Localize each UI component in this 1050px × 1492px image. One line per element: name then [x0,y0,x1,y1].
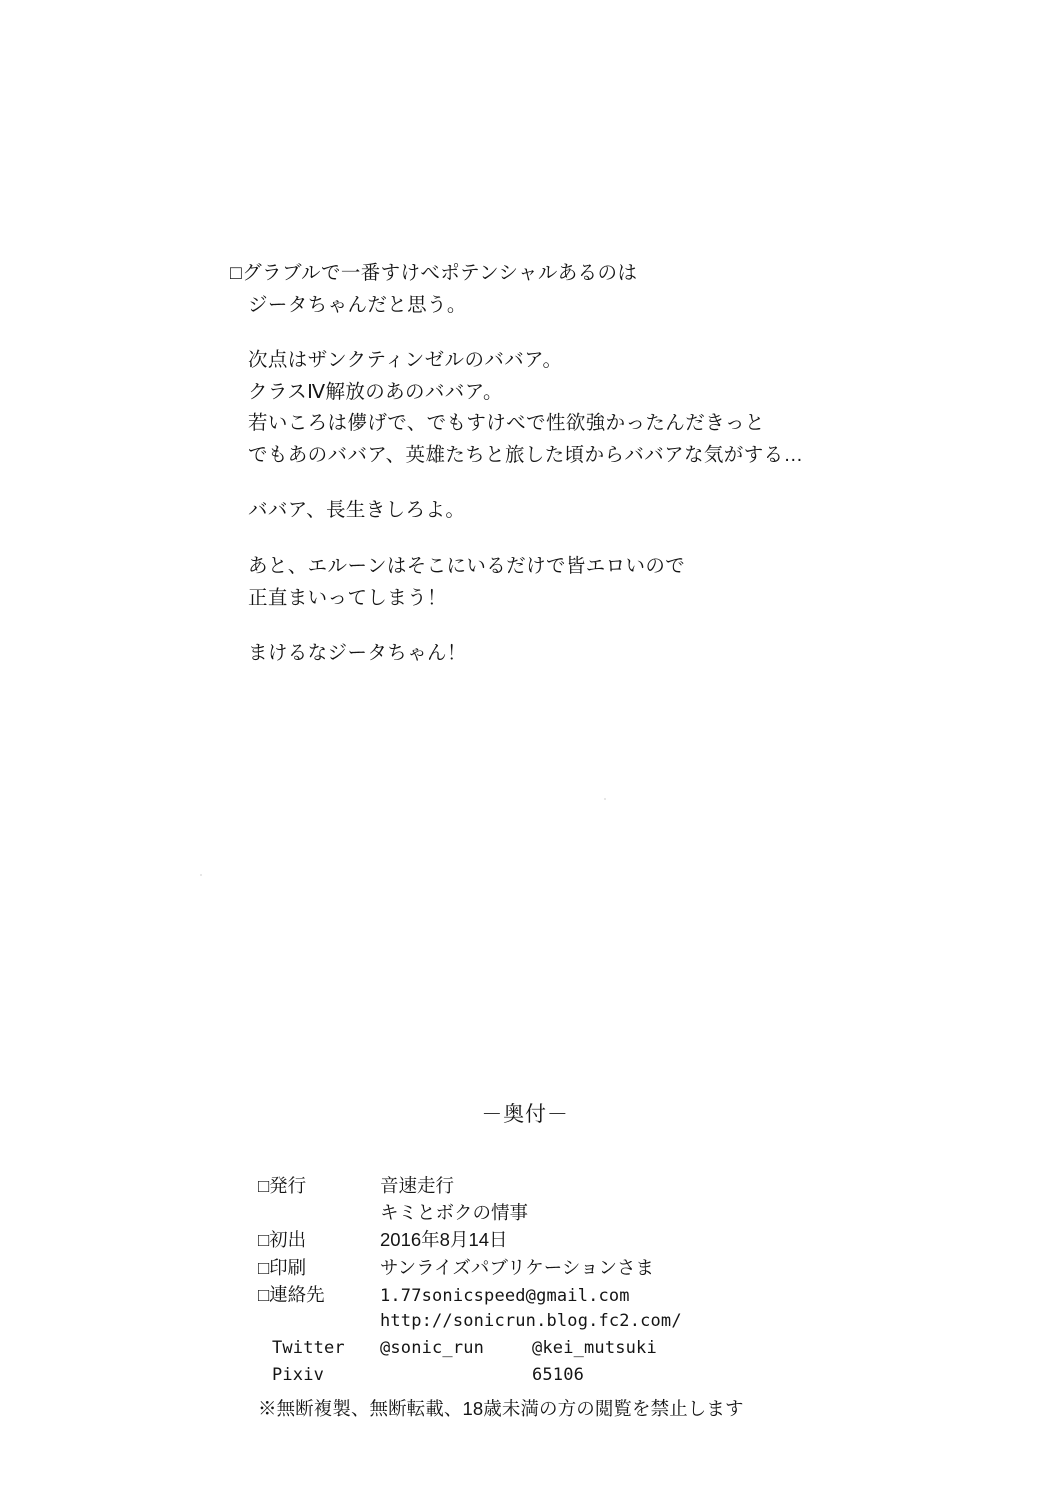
twitter-handle-secondary[interactable]: @kei_mutsuki [532,1337,657,1358]
colophon-label: □連絡先 [258,1283,325,1305]
contact-blog-url[interactable]: http://sonicrun.blog.fc2.com/ [380,1310,682,1331]
social-row-pixiv [258,1363,818,1388]
afterword-line: 次点はザンクティンゼルのババア。 [248,349,563,372]
afterword-text-block [230,258,930,670]
afterword-line: ジータちゃんだと思う。 [248,293,467,316]
contact-email[interactable]: 1.77sonicspeed@gmail.com [380,1285,630,1306]
afterword-line: 正直まいってしまう！ [248,586,447,609]
colophon-row [258,1199,818,1226]
colophon-value: 音速走行 [380,1175,455,1196]
colophon-value: サンライズパブリケーションさま [380,1256,654,1278]
colophon-heading: －奥付－ [481,1103,569,1126]
afterword-line: あと、エルーンはそこにいるだけで皆エロいので [248,555,686,578]
colophon-row [258,1226,818,1253]
paper-speck [200,874,202,876]
afterword-spacer [230,471,930,495]
colophon-row [258,1254,818,1281]
afterword-spacer [230,527,930,551]
afterword-line: ババア、長生きしろよ。 [248,499,466,522]
colophon-label: □発行 [258,1175,307,1196]
afterword-line: まけるなジータちゃん！ [248,642,467,665]
twitter-handle-primary[interactable]: @sonic_run [380,1337,485,1358]
legal-notice: ※無断複製、無断転載、18歳未満の方の閲覧を禁止します [258,1397,744,1419]
pixiv-id[interactable]: 65106 [532,1364,585,1385]
afterword-line: クラスⅣ解放のあのババア。 [248,380,503,403]
colophon-block [258,1172,818,1422]
colophon-row [258,1281,818,1309]
paper-speck [604,798,606,800]
social-row-twitter [258,1336,818,1361]
social-label: Twitter [272,1337,345,1358]
colophon-value: 2016年8月14日 [380,1229,508,1251]
afterword-spacer [230,614,930,638]
colophon-label: □初出 [258,1229,307,1251]
afterword-spacer [230,321,930,345]
afterword-line: でもあのババア、英雄たちと旅した頃からババアな気がする… [248,443,804,466]
afterword-line: 若いころは儚げで、でもすけべで性欲強かったんだきっと [248,412,765,435]
colophon-row [258,1309,818,1334]
colophon-value: キミとボクの情事 [380,1202,529,1224]
social-label: Pixiv [272,1364,325,1385]
colophon-row [258,1172,818,1199]
colophon-label: □印刷 [258,1256,307,1278]
afterword-line: □グラブルで一番すけべポテンシャルあるのは [230,262,638,284]
